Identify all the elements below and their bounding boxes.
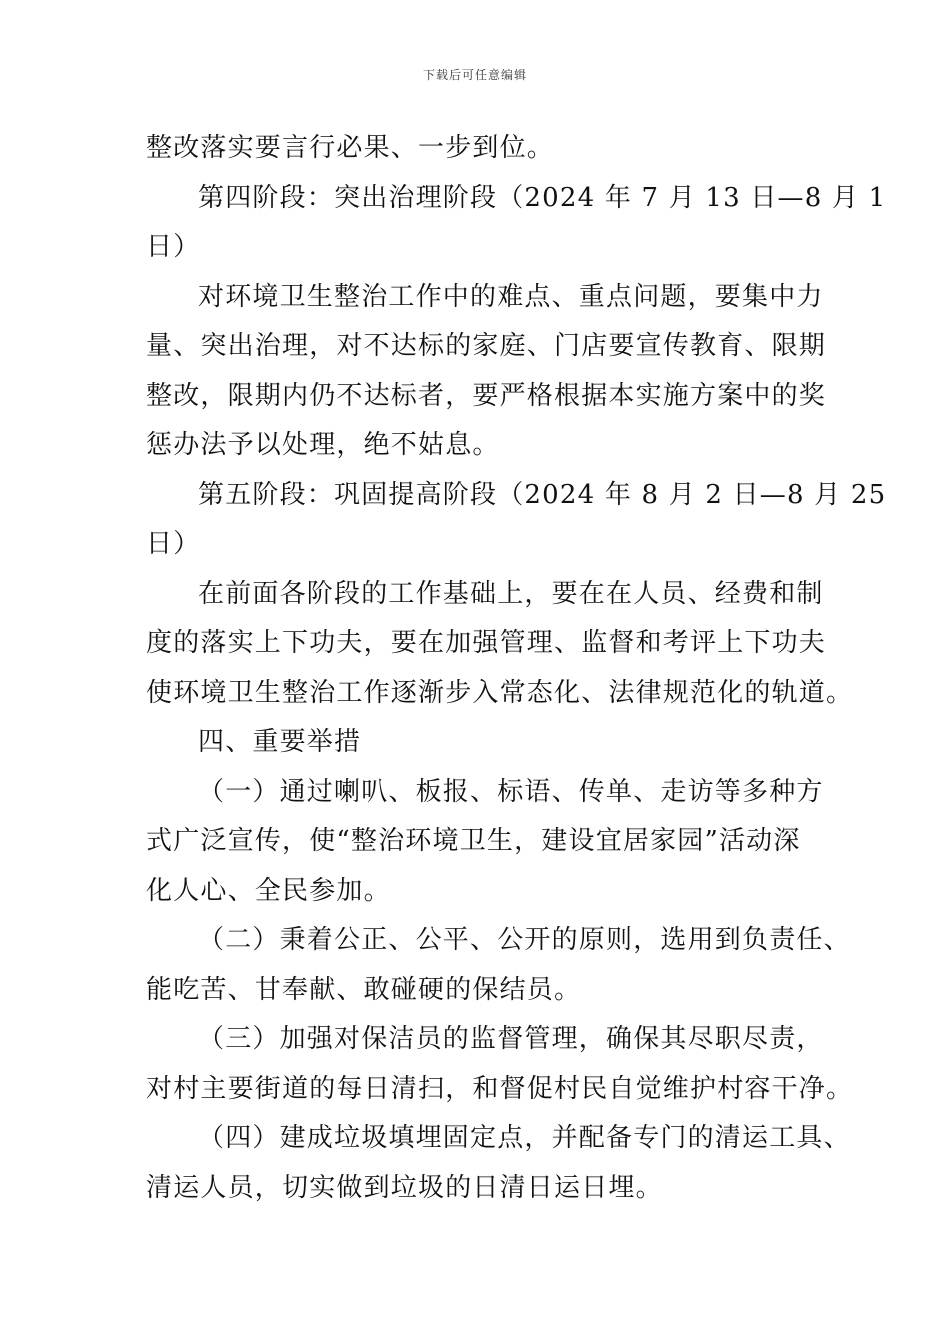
stage-five-heading: 第五阶段：巩固提高阶段（2024 年 8 月 2 日—8 月 25 [198,479,887,510]
paragraph-line: 对村主要街道的每日清扫，和督促村民自觉维护村容干净。 [146,1073,854,1104]
paragraph-line: （一）通过喇叭、板报、标语、传单、走访等多种方 [198,776,824,807]
paragraph-line: 清运人员，切实做到垃圾的日清日运日埋。 [146,1172,663,1203]
page-header-note: 下载后可任意编辑 [422,68,527,82]
paragraph-line: （四）建成垃圾填埋固定点，并配备专门的清运工具、 [198,1123,851,1153]
paragraph-line: 使环境卫生整治工作逐渐步入常态化、法律规范化的轨道。 [146,677,854,708]
paragraph-line: 度的落实上下功夫，要在加强管理、监督和考评上下功夫 [146,628,827,658]
paragraph-line: 惩办法予以处理，绝不姑息。 [146,430,500,460]
paragraph-line: （三）加强对保洁员的监督管理，确保其尽职尽责， [198,1024,824,1054]
document-body [146,124,887,1213]
paragraph-line: 日） [146,529,201,559]
paragraph-line: 整改落实要言行必果、一步到位。 [146,133,555,163]
paragraph-line: 在前面各阶段的工作基础上，要在在人员、经费和制 [198,578,824,609]
paragraph-line: 能吃苦、甘奉献、敢碰硬的保结员。 [146,974,582,1005]
paragraph-line: 量、突出治理，对不达标的家庭、门店要宣传教育、限期 [146,331,827,361]
section-heading: 四、重要举措 [198,727,362,757]
paragraph-line: 化人心、全民参加。 [146,875,391,906]
paragraph-line: 对环境卫生整治工作中的难点、重点问题，要集中力 [198,281,824,312]
paragraph-line: 式广泛宣传，使“整治环境卫生，建设宜居家园”活动深 [146,826,801,856]
paragraph-line: 整改，限期内仍不达标者，要严格根据本实施方案中的奖 [146,380,827,411]
stage-four-heading: 第四阶段：突出治理阶段（2024 年 7 月 13 日—8 月 1 [198,182,887,213]
paragraph-line: 日） [146,232,201,262]
paragraph-line: （二）秉着公正、公平、公开的原则，选用到负责任、 [198,925,851,955]
